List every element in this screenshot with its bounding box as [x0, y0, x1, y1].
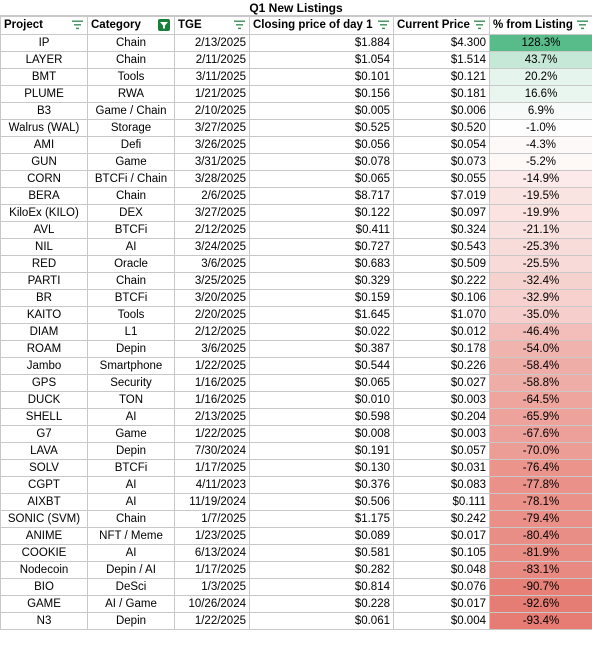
- cell-current-price[interactable]: $0.181: [394, 85, 490, 102]
- cell-category[interactable]: AI: [88, 476, 175, 493]
- cell-current-price[interactable]: $0.106: [394, 289, 490, 306]
- cell-closing-price[interactable]: $0.065: [250, 170, 394, 187]
- cell-tge[interactable]: 11/19/2024: [175, 493, 250, 510]
- cell-project[interactable]: KiloEx (KILO): [1, 204, 88, 221]
- cell-closing-price[interactable]: $0.598: [250, 408, 394, 425]
- cell-pct-from-listing[interactable]: -54.0%: [490, 340, 592, 357]
- cell-project[interactable]: GAME: [1, 595, 88, 612]
- cell-project[interactable]: SONIC (SVM): [1, 510, 88, 527]
- cell-pct-from-listing[interactable]: -90.7%: [490, 578, 592, 595]
- cell-current-price[interactable]: $0.222: [394, 272, 490, 289]
- table-row: [1, 51, 592, 68]
- cell-category[interactable]: RWA: [88, 85, 175, 102]
- cell-project[interactable]: G7: [1, 425, 88, 442]
- cell-tge[interactable]: 1/16/2025: [175, 374, 250, 391]
- cell-current-price[interactable]: $1.514: [394, 51, 490, 68]
- cell-closing-price[interactable]: $0.544: [250, 357, 394, 374]
- cell-tge[interactable]: 3/31/2025: [175, 153, 250, 170]
- cell-closing-price[interactable]: $0.089: [250, 527, 394, 544]
- cell-tge[interactable]: 2/11/2025: [175, 51, 250, 68]
- cell-project[interactable]: PARTI: [1, 272, 88, 289]
- cell-category[interactable]: L1: [88, 323, 175, 340]
- cell-closing-price[interactable]: $0.022: [250, 323, 394, 340]
- cell-pct-from-listing[interactable]: -65.9%: [490, 408, 592, 425]
- cell-current-price[interactable]: $0.509: [394, 255, 490, 272]
- cell-current-price[interactable]: $0.017: [394, 527, 490, 544]
- cell-closing-price[interactable]: $0.101: [250, 68, 394, 85]
- table-row: [1, 476, 592, 493]
- cell-pct-from-listing[interactable]: -78.1%: [490, 493, 592, 510]
- cell-closing-price[interactable]: $8.717: [250, 187, 394, 204]
- table-row: [1, 153, 592, 170]
- cell-project[interactable]: DIAM: [1, 323, 88, 340]
- cell-category[interactable]: AI: [88, 408, 175, 425]
- cell-current-price[interactable]: $0.204: [394, 408, 490, 425]
- table-row: [1, 34, 592, 51]
- cell-pct-from-listing[interactable]: -1.0%: [490, 119, 592, 136]
- cell-project[interactable]: BR: [1, 289, 88, 306]
- cell-closing-price[interactable]: $0.159: [250, 289, 394, 306]
- cell-category[interactable]: Chain: [88, 272, 175, 289]
- table-row: [1, 493, 592, 510]
- filter-active-icon[interactable]: [158, 19, 170, 31]
- cell-tge[interactable]: 10/26/2024: [175, 595, 250, 612]
- cell-pct-from-listing[interactable]: -58.8%: [490, 374, 592, 391]
- table-row: [1, 289, 592, 306]
- table-row: [1, 391, 592, 408]
- cell-pct-from-listing[interactable]: 6.9%: [490, 102, 592, 119]
- cell-tge[interactable]: 1/22/2025: [175, 425, 250, 442]
- cell-tge[interactable]: 1/22/2025: [175, 357, 250, 374]
- cell-pct-from-listing[interactable]: -83.1%: [490, 561, 592, 578]
- cell-closing-price[interactable]: $1.645: [250, 306, 394, 323]
- cell-current-price[interactable]: $0.226: [394, 357, 490, 374]
- cell-tge[interactable]: 1/22/2025: [175, 612, 250, 629]
- cell-current-price[interactable]: $0.048: [394, 561, 490, 578]
- cell-category[interactable]: DeSci: [88, 578, 175, 595]
- cell-closing-price[interactable]: $0.581: [250, 544, 394, 561]
- filter-lines-icon[interactable]: [474, 21, 485, 30]
- table-row: [1, 136, 592, 153]
- cell-category[interactable]: Depin: [88, 340, 175, 357]
- cell-tge[interactable]: 2/12/2025: [175, 221, 250, 238]
- table-body: [1, 34, 592, 629]
- filter-lines-icon[interactable]: [378, 21, 389, 30]
- cell-closing-price[interactable]: $0.010: [250, 391, 394, 408]
- cell-category[interactable]: Storage: [88, 119, 175, 136]
- cell-pct-from-listing[interactable]: -81.9%: [490, 544, 592, 561]
- cell-category[interactable]: BTCFi: [88, 221, 175, 238]
- cell-project[interactable]: COOKIE: [1, 544, 88, 561]
- cell-project[interactable]: AIXBT: [1, 493, 88, 510]
- table-row: [1, 204, 592, 221]
- cell-closing-price[interactable]: $0.727: [250, 238, 394, 255]
- cell-current-price[interactable]: $0.054: [394, 136, 490, 153]
- header-row: [1, 17, 592, 35]
- header-closing-price[interactable]: [250, 17, 394, 35]
- cell-category[interactable]: Chain: [88, 510, 175, 527]
- table-row: [1, 612, 592, 629]
- cell-project[interactable]: Jambo: [1, 357, 88, 374]
- cell-current-price[interactable]: $7.019: [394, 187, 490, 204]
- cell-category[interactable]: Game / Chain: [88, 102, 175, 119]
- cell-category[interactable]: NFT / Meme: [88, 527, 175, 544]
- cell-project[interactable]: ANIME: [1, 527, 88, 544]
- cell-project[interactable]: BERA: [1, 187, 88, 204]
- cell-tge[interactable]: 1/21/2025: [175, 85, 250, 102]
- table-row: [1, 544, 592, 561]
- cell-closing-price[interactable]: $0.005: [250, 102, 394, 119]
- table-row: [1, 340, 592, 357]
- cell-pct-from-listing[interactable]: -25.3%: [490, 238, 592, 255]
- filter-lines-icon[interactable]: [72, 21, 83, 30]
- cell-category[interactable]: AI: [88, 238, 175, 255]
- cell-pct-from-listing[interactable]: -76.4%: [490, 459, 592, 476]
- filter-lines-icon[interactable]: [577, 21, 588, 30]
- cell-pct-from-listing[interactable]: -5.2%: [490, 153, 592, 170]
- header-category[interactable]: [88, 17, 175, 35]
- cell-project[interactable]: PLUME: [1, 85, 88, 102]
- cell-project[interactable]: LAVA: [1, 442, 88, 459]
- table-row: [1, 357, 592, 374]
- cell-project[interactable]: NIL: [1, 238, 88, 255]
- cell-current-price[interactable]: $0.017: [394, 595, 490, 612]
- table-row: [1, 85, 592, 102]
- cell-current-price[interactable]: $0.012: [394, 323, 490, 340]
- cell-tge[interactable]: 2/6/2025: [175, 187, 250, 204]
- cell-closing-price[interactable]: $0.411: [250, 221, 394, 238]
- cell-category[interactable]: Tools: [88, 68, 175, 85]
- table-row: [1, 595, 592, 612]
- cell-project[interactable]: SOLV: [1, 459, 88, 476]
- cell-category[interactable]: Chain: [88, 187, 175, 204]
- cell-pct-from-listing[interactable]: 128.3%: [490, 34, 592, 51]
- cell-pct-from-listing[interactable]: -93.4%: [490, 612, 592, 629]
- cell-pct-from-listing[interactable]: 16.6%: [490, 85, 592, 102]
- cell-project[interactable]: BMT: [1, 68, 88, 85]
- cell-pct-from-listing[interactable]: -70.0%: [490, 442, 592, 459]
- cell-project[interactable]: B3: [1, 102, 88, 119]
- cell-closing-price[interactable]: $0.814: [250, 578, 394, 595]
- cell-tge[interactable]: 3/24/2025: [175, 238, 250, 255]
- table-row: [1, 255, 592, 272]
- cell-tge[interactable]: 2/13/2025: [175, 34, 250, 51]
- cell-project[interactable]: Nodecoin: [1, 561, 88, 578]
- cell-category[interactable]: AI: [88, 493, 175, 510]
- filter-lines-icon[interactable]: [234, 21, 245, 30]
- table-row: [1, 102, 592, 119]
- table-row: [1, 578, 592, 595]
- cell-project[interactable]: SHELL: [1, 408, 88, 425]
- cell-closing-price[interactable]: $0.506: [250, 493, 394, 510]
- cell-pct-from-listing[interactable]: -4.3%: [490, 136, 592, 153]
- cell-pct-from-listing[interactable]: -35.0%: [490, 306, 592, 323]
- cell-tge[interactable]: 4/11/2023: [175, 476, 250, 493]
- cell-project[interactable]: AVL: [1, 221, 88, 238]
- cell-tge[interactable]: 3/26/2025: [175, 136, 250, 153]
- cell-project[interactable]: BIO: [1, 578, 88, 595]
- cell-current-price[interactable]: $1.070: [394, 306, 490, 323]
- cell-tge[interactable]: 1/16/2025: [175, 391, 250, 408]
- cell-pct-from-listing[interactable]: -79.4%: [490, 510, 592, 527]
- cell-project[interactable]: ROAM: [1, 340, 88, 357]
- cell-current-price[interactable]: $0.324: [394, 221, 490, 238]
- cell-category[interactable]: Chain: [88, 34, 175, 51]
- cell-current-price[interactable]: $0.073: [394, 153, 490, 170]
- cell-category[interactable]: Game: [88, 153, 175, 170]
- cell-project[interactable]: N3: [1, 612, 88, 629]
- cell-project[interactable]: LAYER: [1, 51, 88, 68]
- cell-closing-price[interactable]: $0.525: [250, 119, 394, 136]
- cell-tge[interactable]: 3/25/2025: [175, 272, 250, 289]
- cell-project[interactable]: CGPT: [1, 476, 88, 493]
- cell-category[interactable]: Depin / AI: [88, 561, 175, 578]
- cell-project[interactable]: Walrus (WAL): [1, 119, 88, 136]
- cell-closing-price[interactable]: $0.329: [250, 272, 394, 289]
- cell-current-price[interactable]: $0.003: [394, 425, 490, 442]
- table-row: [1, 119, 592, 136]
- cell-tge[interactable]: 1/3/2025: [175, 578, 250, 595]
- cell-closing-price[interactable]: $0.130: [250, 459, 394, 476]
- header-pct-from-listing[interactable]: [490, 17, 592, 35]
- cell-current-price[interactable]: $0.105: [394, 544, 490, 561]
- cell-project[interactable]: IP: [1, 34, 88, 51]
- cell-current-price[interactable]: $0.006: [394, 102, 490, 119]
- cell-closing-price[interactable]: $0.061: [250, 612, 394, 629]
- table-row: [1, 442, 592, 459]
- cell-project[interactable]: CORN: [1, 170, 88, 187]
- cell-current-price[interactable]: $0.178: [394, 340, 490, 357]
- cell-current-price[interactable]: $0.111: [394, 493, 490, 510]
- table-row: [1, 425, 592, 442]
- cell-category[interactable]: Tools: [88, 306, 175, 323]
- cell-pct-from-listing[interactable]: -92.6%: [490, 595, 592, 612]
- table-row: [1, 561, 592, 578]
- cell-current-price[interactable]: $0.003: [394, 391, 490, 408]
- cell-current-price[interactable]: $0.057: [394, 442, 490, 459]
- header-tge[interactable]: [175, 17, 250, 35]
- cell-project[interactable]: DUCK: [1, 391, 88, 408]
- header-current-price[interactable]: [394, 17, 490, 35]
- cell-current-price[interactable]: $0.242: [394, 510, 490, 527]
- cell-current-price[interactable]: $0.076: [394, 578, 490, 595]
- header-tge-label: TGE: [178, 19, 202, 32]
- table-row: [1, 221, 592, 238]
- cell-current-price[interactable]: $0.097: [394, 204, 490, 221]
- cell-tge[interactable]: 1/23/2025: [175, 527, 250, 544]
- cell-closing-price[interactable]: $0.156: [250, 85, 394, 102]
- cell-tge[interactable]: 7/30/2024: [175, 442, 250, 459]
- cell-category[interactable]: BTCFi: [88, 459, 175, 476]
- cell-closing-price[interactable]: $0.078: [250, 153, 394, 170]
- cell-tge[interactable]: 3/6/2025: [175, 340, 250, 357]
- cell-pct-from-listing[interactable]: -21.1%: [490, 221, 592, 238]
- cell-closing-price[interactable]: $0.282: [250, 561, 394, 578]
- cell-category[interactable]: Depin: [88, 442, 175, 459]
- sheet-title[interactable]: Q1 New Listings: [0, 0, 592, 16]
- cell-category[interactable]: BTCFi / Chain: [88, 170, 175, 187]
- header-project-label: Project: [4, 19, 43, 32]
- listings-table: [0, 16, 592, 630]
- cell-category[interactable]: Smartphone: [88, 357, 175, 374]
- cell-closing-price[interactable]: $0.122: [250, 204, 394, 221]
- cell-tge[interactable]: 3/6/2025: [175, 255, 250, 272]
- cell-category[interactable]: AI / Game: [88, 595, 175, 612]
- cell-project[interactable]: GUN: [1, 153, 88, 170]
- cell-category[interactable]: BTCFi: [88, 289, 175, 306]
- cell-pct-from-listing[interactable]: -67.6%: [490, 425, 592, 442]
- cell-tge[interactable]: 1/17/2025: [175, 561, 250, 578]
- cell-current-price[interactable]: $0.543: [394, 238, 490, 255]
- cell-closing-price[interactable]: $0.387: [250, 340, 394, 357]
- cell-tge[interactable]: 3/11/2025: [175, 68, 250, 85]
- cell-pct-from-listing[interactable]: -77.8%: [490, 476, 592, 493]
- header-category-label: Category: [91, 19, 141, 32]
- cell-tge[interactable]: 2/13/2025: [175, 408, 250, 425]
- table-row: [1, 527, 592, 544]
- cell-current-price[interactable]: $0.520: [394, 119, 490, 136]
- header-closing-label: Closing price of day 1: [253, 19, 373, 32]
- cell-closing-price[interactable]: $0.376: [250, 476, 394, 493]
- cell-pct-from-listing[interactable]: -32.4%: [490, 272, 592, 289]
- table-row: [1, 272, 592, 289]
- cell-category[interactable]: Game: [88, 425, 175, 442]
- cell-closing-price[interactable]: $0.228: [250, 595, 394, 612]
- cell-closing-price[interactable]: $0.065: [250, 374, 394, 391]
- header-pct-label: % from Listing: [493, 19, 573, 32]
- cell-pct-from-listing[interactable]: -25.5%: [490, 255, 592, 272]
- cell-category[interactable]: TON: [88, 391, 175, 408]
- cell-pct-from-listing[interactable]: -80.4%: [490, 527, 592, 544]
- table-row: [1, 187, 592, 204]
- cell-category[interactable]: Oracle: [88, 255, 175, 272]
- table-row: [1, 408, 592, 425]
- cell-pct-from-listing[interactable]: 20.2%: [490, 68, 592, 85]
- cell-current-price[interactable]: $0.083: [394, 476, 490, 493]
- cell-closing-price[interactable]: $0.191: [250, 442, 394, 459]
- cell-project[interactable]: KAITO: [1, 306, 88, 323]
- cell-tge[interactable]: 1/17/2025: [175, 459, 250, 476]
- cell-closing-price[interactable]: $0.008: [250, 425, 394, 442]
- cell-current-price[interactable]: $4.300: [394, 34, 490, 51]
- header-project[interactable]: [1, 17, 88, 35]
- cell-category[interactable]: Security: [88, 374, 175, 391]
- cell-tge[interactable]: 2/12/2025: [175, 323, 250, 340]
- cell-category[interactable]: Depin: [88, 612, 175, 629]
- cell-current-price[interactable]: $0.027: [394, 374, 490, 391]
- cell-closing-price[interactable]: $1.054: [250, 51, 394, 68]
- cell-pct-from-listing[interactable]: -14.9%: [490, 170, 592, 187]
- cell-tge[interactable]: 3/27/2025: [175, 204, 250, 221]
- cell-project[interactable]: RED: [1, 255, 88, 272]
- cell-tge[interactable]: 3/20/2025: [175, 289, 250, 306]
- cell-current-price[interactable]: $0.004: [394, 612, 490, 629]
- cell-pct-from-listing[interactable]: -46.4%: [490, 323, 592, 340]
- cell-pct-from-listing[interactable]: -58.4%: [490, 357, 592, 374]
- cell-current-price[interactable]: $0.055: [394, 170, 490, 187]
- cell-current-price[interactable]: $0.031: [394, 459, 490, 476]
- table-row: [1, 510, 592, 527]
- cell-tge[interactable]: 3/28/2025: [175, 170, 250, 187]
- cell-closing-price[interactable]: $1.884: [250, 34, 394, 51]
- cell-tge[interactable]: 2/20/2025: [175, 306, 250, 323]
- cell-category[interactable]: Defi: [88, 136, 175, 153]
- cell-pct-from-listing[interactable]: -64.5%: [490, 391, 592, 408]
- table-row: [1, 68, 592, 85]
- cell-project[interactable]: AMI: [1, 136, 88, 153]
- cell-category[interactable]: AI: [88, 544, 175, 561]
- cell-category[interactable]: Chain: [88, 51, 175, 68]
- cell-project[interactable]: GPS: [1, 374, 88, 391]
- cell-closing-price[interactable]: $0.056: [250, 136, 394, 153]
- table-row: [1, 170, 592, 187]
- table-row: [1, 323, 592, 340]
- cell-tge[interactable]: 6/13/2024: [175, 544, 250, 561]
- header-current-label: Current Price: [397, 19, 470, 32]
- cell-tge[interactable]: 2/10/2025: [175, 102, 250, 119]
- table-row: [1, 238, 592, 255]
- table-row: [1, 374, 592, 391]
- cell-pct-from-listing[interactable]: -19.5%: [490, 187, 592, 204]
- cell-pct-from-listing[interactable]: -32.9%: [490, 289, 592, 306]
- cell-tge[interactable]: 1/7/2025: [175, 510, 250, 527]
- cell-pct-from-listing[interactable]: -19.9%: [490, 204, 592, 221]
- table-row: [1, 459, 592, 476]
- table-row: [1, 306, 592, 323]
- cell-tge[interactable]: 3/27/2025: [175, 119, 250, 136]
- cell-current-price[interactable]: $0.121: [394, 68, 490, 85]
- cell-pct-from-listing[interactable]: 43.7%: [490, 51, 592, 68]
- cell-category[interactable]: DEX: [88, 204, 175, 221]
- cell-closing-price[interactable]: $0.683: [250, 255, 394, 272]
- cell-closing-price[interactable]: $1.175: [250, 510, 394, 527]
